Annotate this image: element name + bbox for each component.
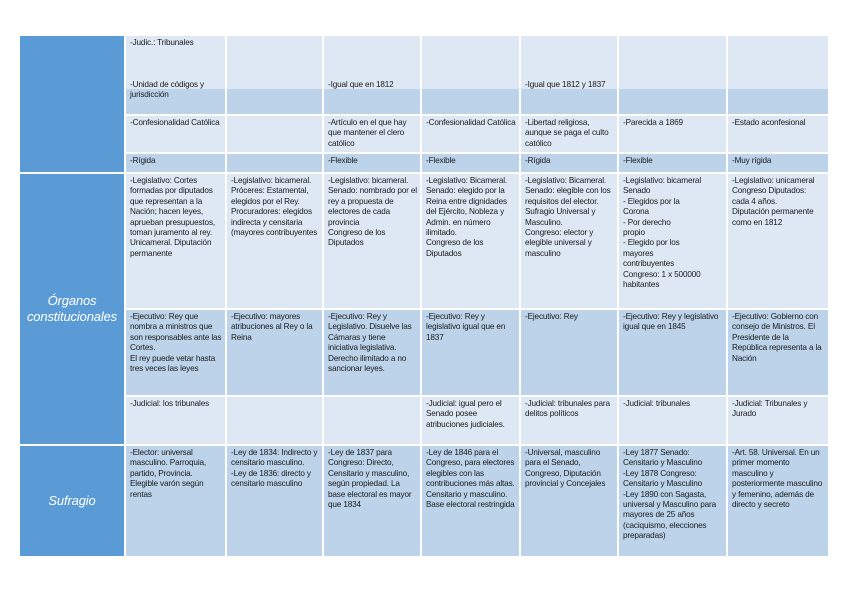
- table-cell: -Legislativo: bicameral. Senado: nombrado por el rey a propuesta de electores de cada provincia Congreso de los Diputados: [324, 174, 420, 308]
- table-cell: -Parecida a 1869: [619, 116, 726, 152]
- table-cell: -Ejecutivo: mayores atribuciones al Rey o la Reina: [227, 310, 322, 395]
- table-cell: -Legislativo: Bicameral. Senado: elegible con los requisitos del elector. Sufragio Universal y Masculino. Congreso: elector y elegible universal y masculino: [521, 174, 617, 308]
- table-cell: -Ley de 1834: Indirecto y censitario masculino. -Ley de 1836: directo y censitario masculino: [227, 446, 322, 556]
- table-cell: [227, 36, 322, 114]
- table-cell: -Ejecutivo: Rey y legislativo igual que en 1837: [422, 310, 519, 395]
- table-cell: -Universal, masculino para el Senado, Congreso, Diputación provincial y Concejales: [521, 446, 617, 556]
- table-cell: -Ley de 1837 para Congreso: Directo, Censitario y masculino, según propiedad. La base electoral es mayor que 1834: [324, 446, 420, 556]
- table-cell: -Rígida: [126, 154, 225, 172]
- table-cell: -Art. 58. Universal. En un primer momento masculino y posteriormente masculino y femenino, además de directo y secreto: [728, 446, 828, 556]
- table-cell: -Judic.: Tribunales -Unidad de códigos y jurisdicción: [130, 38, 204, 100]
- table-cell: -Judicial: tribunales para delitos políticos: [521, 397, 617, 444]
- table-cell: -Artículo en el que hay que mantener el clero católico: [324, 116, 420, 152]
- table-cell: -Ley 1877 Senado: Censitario y Masculino -Ley 1878 Congreso: Censitario y Masculino -Ley 1890 con Sagasta, universal y Masculino para mayores de 25 años (caciquismo, elecciones preparadas): [619, 446, 726, 556]
- table-cell: -Libertad religiosa, aunque se paga el culto católico: [521, 116, 617, 152]
- table-cell: -Legislativo: Bicameral. Senado: elegido por la Reina entre dignidades del Ejército, Nobleza y Admin. en número ilimitado. Congreso de los Diputados: [422, 174, 519, 308]
- table-cell: -Ejecutivo: Rey y Legislativo. Disuelve las Cámaras y tiene iniciativa legislativa. Derecho ilimitado a no sancionar leyes.: [324, 310, 420, 395]
- table-cell: -Judicial: Tribunales y Jurado: [728, 397, 828, 444]
- section-label: Sufragio: [48, 493, 96, 508]
- table-cell: -Ejecutivo: Rey: [521, 310, 617, 395]
- table-cell: -Ejecutivo: Gobierno con consejo de Ministros. El Presidente de la República representa a la Nación: [728, 310, 828, 395]
- table-cell: -Estado aconfesional: [728, 116, 828, 152]
- table-cell: -Flexible: [324, 154, 420, 172]
- table-cell: -Legislativo: bicameral. Próceres: Estamental, elegidos por el Rey. Procuradores: elegidos indirecta y censitaria (mayores contribuyentes: [227, 174, 322, 308]
- section-header-organos: [20, 174, 124, 444]
- table-cell: -Ley de 1846 para el Congreso, para electores elegibles con las contribuciones más altas. Censitario y masculino. Base electoral restringida: [422, 446, 519, 556]
- table-cell: -Legislativo: unicameral Congreso Diputados: cada 4 años. Diputación permanente como en 1812: [728, 174, 828, 308]
- section-header-empty: [20, 36, 124, 172]
- table-cell: [227, 116, 322, 152]
- table-cell: -Judicial: tribunales: [619, 397, 726, 444]
- table-cell: [324, 397, 420, 444]
- table-cell: [227, 397, 322, 444]
- table-cell: -Legislativo: Cortes formadas por diputados que representan a la Nación; hacen leyes, aprueban presupuestos, toman juramento al rey. Unicameral. Diputación permanente: [126, 174, 225, 308]
- table-cell: -Judicial: igual pero el Senado posee atribuciones judiciales.: [422, 397, 519, 444]
- table-cell: -Rígida: [521, 154, 617, 172]
- section-label: Órganos constitucionales: [26, 293, 118, 324]
- table-cell: -Igual que 1812 y 1837: [525, 79, 606, 89]
- table-cell: -Igual que en 1812: [328, 79, 394, 89]
- table-cell: -Confesionalidad Católica: [422, 116, 519, 152]
- table-cell: -Elector: universal masculino. Parroquia, partido, Provincia. Elegible varón según rentas: [126, 446, 225, 556]
- table-cell: -Ejecutivo: Rey y legislativo igual que en 1845: [619, 310, 726, 395]
- table-cell: [728, 36, 828, 114]
- table-cell: -Ejecutivo: Rey que nombra a ministros que son responsables ante las Cortes. El rey puede vetar hasta tres veces las leyes: [126, 310, 225, 395]
- table-cell: -Flexible: [422, 154, 519, 172]
- table-cell: [619, 36, 726, 114]
- table-cell: -Legislativo: bicameral Senado - Elegidos por la Corona - Por derecho propio - Elegido por los mayores contribuyentes Congreso: 1 x 500000 habitantes: [619, 174, 726, 308]
- section-header-sufragio: [20, 446, 124, 556]
- table-cell: -Judicial: los tribunales: [126, 397, 225, 444]
- table-cell: -Confesionalidad Católica: [126, 116, 225, 152]
- table-cell: [227, 154, 322, 172]
- table-cell: -Flexible: [619, 154, 726, 172]
- table-cell: -Muy rígida: [728, 154, 828, 172]
- table-cell: [422, 36, 519, 114]
